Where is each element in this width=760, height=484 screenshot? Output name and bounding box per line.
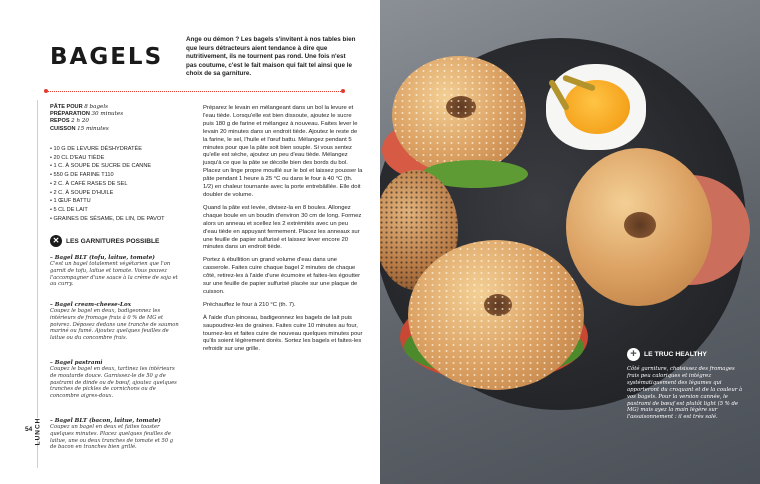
recipe-meta: PÂTE POUR 8 bagels PRÉPARATION 30 minutes REPOS 2 h 20 CUISSON 15 minutes <box>50 104 124 132</box>
intro-text: Ange ou démon ? Les bagels s'invitent à nos tables bien que leurs détracteurs aient tendance à dire que nutritivement, ils ne tournent pas rond. Une fois n'est pas coutume, c'est le fait maison qui fait tel ainsi que le choix de sa garniture. <box>186 36 356 78</box>
ingredient-list <box>50 145 180 223</box>
step-paragraph: Préparez le levain en mélangeant dans un bol la levure et l'eau tiède. Lorsqu'elle est bien dissoute, ajoutez le sucre puis 180 g de farine et mélangez à nouveau. Faites lever le levain 20 minutes dans un endroit tiède. Ajoutez le reste de la farine, le sel, l'huile et l'œuf battu. Mélangez pendant 5 minutes pour que la pâte soit bien souple. Si vous sentez qu'elle est sèche, ajoutez un peu d'eau tiède. Mélangez jusqu'à ce que la pâte se décolle bien des bords du bol. Placez un linge propre mouillé sur le bol et laissez pousser la pâte pendant 1 heure à 25 °C ou dans le four à 40 °C (th. 1/2) en chaleur tournante avec la porte entrebâillée. Elle doit doubler de volume. <box>203 105 363 198</box>
step-paragraph: À l'aide d'un pinceau, badigeonnez les bagels de lait puis saupoudrez-les de graines. Faites cuire 10 minutes au four, tournez-les et faites cuire de nouveau quelques minutes pour qu'ils soient légèrement dorés. Sortez les bagels et faites-les refroidir sur une grille. <box>203 314 363 353</box>
garnish-item: – Bagel BLT (bacon, laitue, tomate) Coupez un bagel en deux et faites toaster quelques minutes. Placez quelques feuilles de laitue, une ou deux tranches de tomate et 50 g de bacon en tranches bien grillé. <box>50 418 174 451</box>
step-paragraph: Préchauffez le four à 210 °C (th. 7). <box>203 301 296 308</box>
ingredient-item: • 20 CL D'EAU TIÈDE <box>50 154 105 161</box>
garnish-item: – Bagel cream-cheese-Lox Coupez le bagel en deux, badigeonnez les intérieurs de fromage frais à 0 % de MG et poivrez. Déposez dedans une tranche de saumon mariné ou fumé. Ajoutez quelques feuilles de laitue ou du concombre frais. <box>50 302 179 342</box>
divider-dot-left <box>44 89 48 93</box>
bagel-front <box>408 240 584 390</box>
divider-dot-right <box>341 89 345 93</box>
step-paragraph: Quand la pâte est levée, divisez-la en 8 boules. Allongez chaque boule en un boudin d'environ 30 cm de long. Formez alors un anneau et scellez les 2 extrémités avec un peu d'eau tiède en appuyant fermement. Placez les anneaux sur une feuille de papier sulfurisé et laissez lever encore 20 minutes dans un endroit tiède. <box>203 204 362 251</box>
ingredient-item: • GRAINES DE SÉSAME, DE LIN, DE PAVOT <box>50 215 165 222</box>
margin-rule <box>37 100 38 418</box>
truc-text: Côté garniture, choisissez des fromages frais peu caloriques et intégrez systématiquement des légumes qui apporteront du croquant et de la couleur à vos bagels. Pour la version cannée, le pastrami de bœuf est plutôt light (5 % de MG) mais ayez la main légère sur l'assaisonnement : il est très salé. <box>627 366 743 421</box>
ingredient-item: • 2 C. À CAFÉ RASES DE SEL <box>50 180 128 187</box>
ingredient-item: • 5 CL DE LAIT <box>50 206 88 213</box>
ingredient-item: • 10 G DE LEVURE DÉSHYDRATÉE <box>50 146 143 152</box>
x-circle-icon: ✕ <box>50 235 62 247</box>
mustard-sauce <box>564 80 630 134</box>
ingredient-item: • 1 ŒUF BATTU <box>50 198 91 205</box>
truc-heading: + LE TRUC HEALTHY <box>627 348 707 361</box>
plus-circle-icon: + <box>627 348 640 361</box>
garnitures-heading: ✕ LES GARNITURES POSSIBLE <box>50 235 180 247</box>
ingredient-item: • 550 G DE FARINE T110 <box>50 172 114 179</box>
section-label: LUNCH <box>34 417 42 446</box>
recipe-steps <box>203 105 363 359</box>
recipe-title: BAGELS <box>50 44 164 70</box>
bagel-top <box>392 56 526 174</box>
page-number: 54 <box>25 426 33 433</box>
divider-line <box>46 91 343 92</box>
bagel-right <box>566 148 712 306</box>
ingredient-item: • 1 C. À SOUPE DE SUCRE DE CANNE <box>50 163 152 170</box>
ingredient-item: • 2 C. À SOUPE D'HUILE <box>50 189 114 196</box>
step-paragraph: Portez à ébullition un grand volume d'eau dans une casserole. Faites cuire chaque bagel 2 minutes de chaque côté, retirez-les à l'aide d'une écumoire et faites-les égoutter sur une feuille de papier sulfurisé placée sur une plaque de cuisson. <box>203 257 361 295</box>
garnish-item: – Bagel BLT (tofu, laitue, tomate) C'est un bagel totalement végétarien que l'on garnit de tofu, laitue et tomate. Vous pouvez l'accompagner d'une sauce à la crème de soja et au curry. <box>50 255 178 288</box>
garnish-item: – Bagel pastrami Coupez le bagel en deux, tartinez les intérieurs de moutarde douce. Garnissez-le de 50 g de pastrami de dinde ou de bœuf, ajoutez quelques tranches de pickles de cornichons ou de concombre aigres-doux. <box>50 360 177 400</box>
